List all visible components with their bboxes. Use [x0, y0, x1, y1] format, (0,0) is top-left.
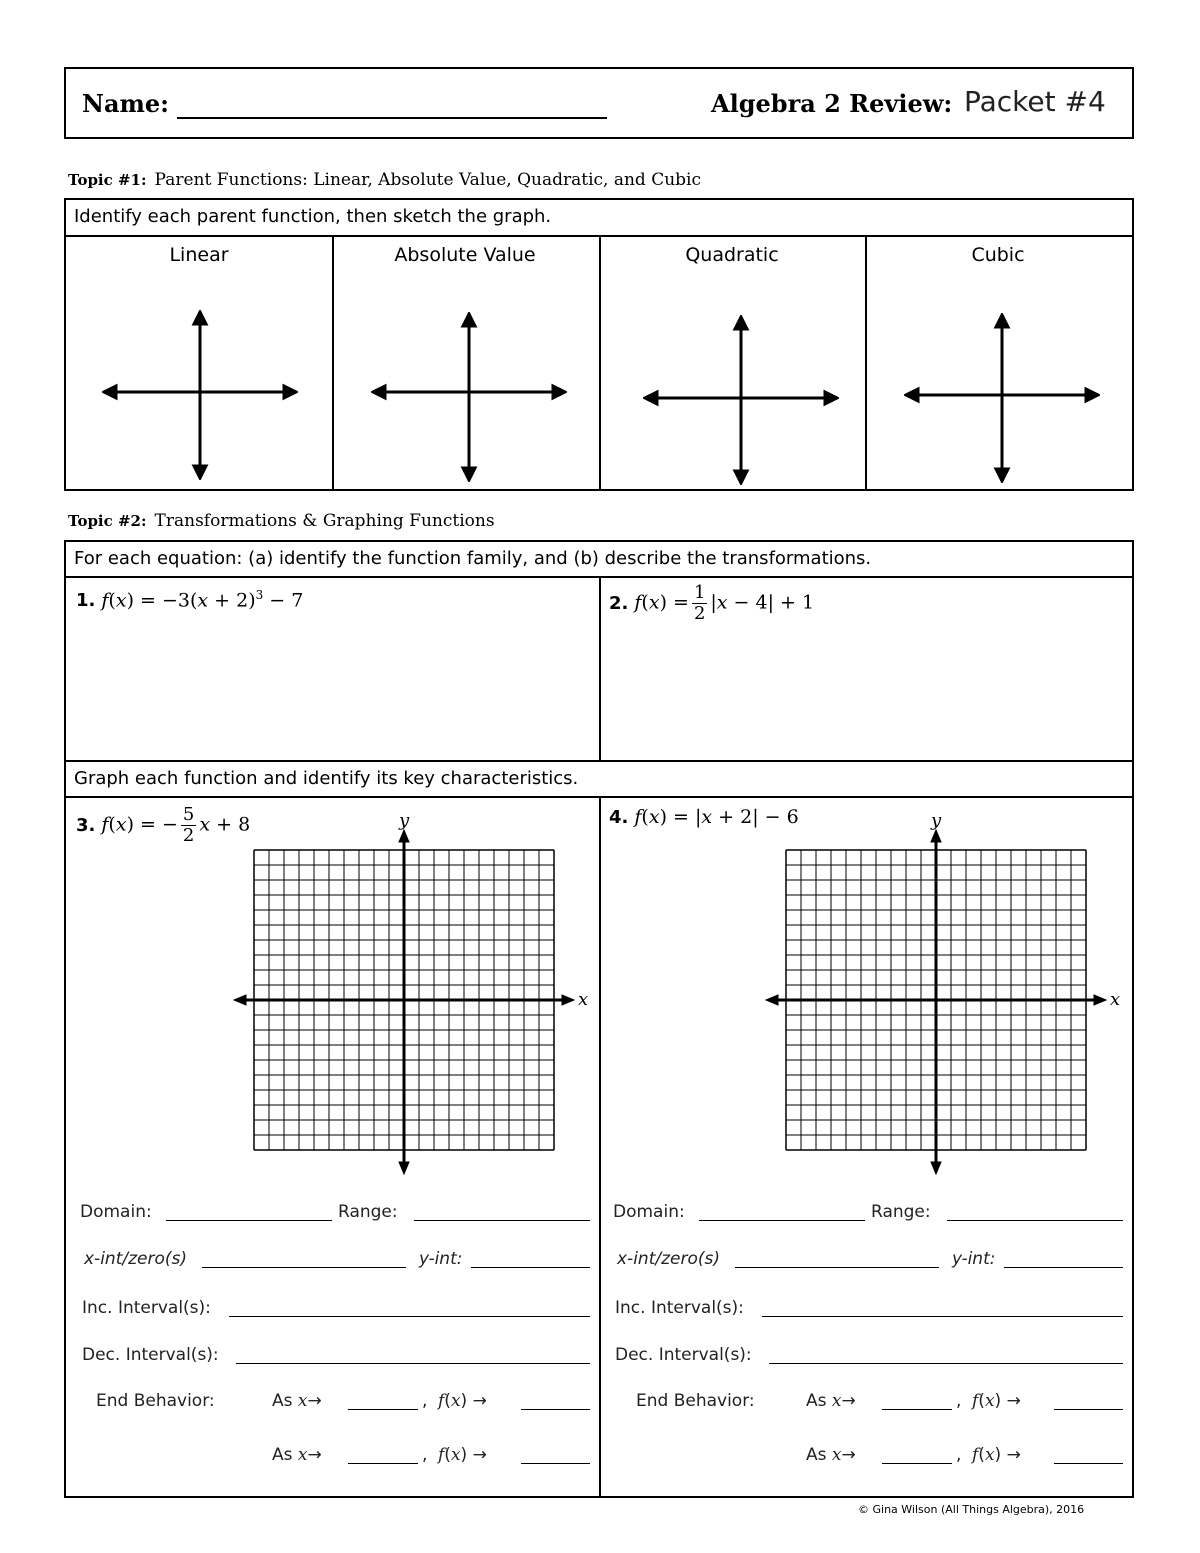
- divider: [332, 235, 334, 491]
- domain-label: Domain:: [613, 1202, 685, 1222]
- inc-interval-blank[interactable]: [229, 1316, 590, 1317]
- xint-label: x-int/zero(s): [617, 1249, 720, 1269]
- name-label: Name:: [82, 89, 170, 118]
- review-title: Algebra 2 Review:: [711, 89, 953, 118]
- xint-label: x-int/zero(s): [84, 1249, 187, 1269]
- topic2-label: Topic #2:: [68, 512, 147, 530]
- topic1-instruction: Identify each parent function, then sketch the graph.: [66, 200, 1132, 237]
- axes-linear[interactable]: [102, 310, 298, 480]
- yint-blank[interactable]: [1004, 1267, 1123, 1268]
- topic2-instruction2: Graph each function and identify its key characteristics.: [66, 762, 1132, 798]
- domain-blank[interactable]: [166, 1220, 332, 1221]
- problem-1: 1. $f(x) = -3(x + 2)^3 - 7$: [76, 588, 304, 612]
- column-absolute-value: Absolute Value: [394, 244, 536, 266]
- dec-interval-label: Dec. Interval(s):: [82, 1345, 219, 1365]
- inc-interval-label: Inc. Interval(s):: [615, 1298, 744, 1318]
- x-axis-label: x: [578, 989, 589, 1010]
- dec-interval-blank[interactable]: [236, 1363, 590, 1364]
- xint-blank[interactable]: [202, 1267, 406, 1268]
- topic2-heading: [68, 511, 495, 531]
- as-label: As: [272, 1445, 293, 1465]
- name-blank[interactable]: [177, 117, 607, 119]
- fx-limit-blank[interactable]: [1054, 1463, 1123, 1464]
- topic1-heading: [68, 170, 701, 190]
- end-behavior-row: As x→: [272, 1445, 322, 1465]
- as-label: As: [806, 1445, 827, 1465]
- end-behavior-row: As x→: [806, 1445, 856, 1465]
- fx-arrow: f(x) →: [438, 1445, 487, 1465]
- axes-quadratic[interactable]: [643, 315, 839, 485]
- x-limit-blank[interactable]: [348, 1463, 418, 1464]
- domain-label: Domain:: [80, 1202, 152, 1222]
- end-behavior-label: End Behavior:: [636, 1391, 755, 1411]
- topic2-box: [64, 540, 1134, 1498]
- as-label: As: [272, 1391, 293, 1411]
- problem-4: 4. f(x) = |x + 2| − 6: [609, 806, 799, 828]
- inc-interval-blank[interactable]: [762, 1316, 1123, 1317]
- divider: [599, 235, 601, 491]
- comma: ,: [956, 1445, 962, 1465]
- y-axis-label: y: [399, 810, 410, 831]
- as-label: As: [806, 1391, 827, 1411]
- grid-axes: [234, 830, 574, 1174]
- yint-label: y-int:: [419, 1249, 463, 1269]
- topic1-box: [64, 198, 1134, 491]
- coordinate-grid-3[interactable]: [232, 810, 594, 1180]
- end-behavior-row: As x→: [272, 1391, 322, 1411]
- divider: [599, 576, 601, 762]
- fx-limit-blank[interactable]: [1054, 1409, 1123, 1410]
- column-linear: Linear: [169, 244, 229, 266]
- yint-blank[interactable]: [471, 1267, 590, 1268]
- x-limit-blank[interactable]: [348, 1409, 418, 1410]
- column-quadratic: Quadratic: [685, 244, 779, 266]
- axes-cubic[interactable]: [904, 313, 1100, 483]
- divider: [599, 796, 601, 1498]
- range-blank[interactable]: [414, 1220, 590, 1221]
- yint-label: y-int:: [952, 1249, 996, 1269]
- topic2-title: Transformations & Graphing Functions: [154, 511, 495, 531]
- grid-axes: [766, 830, 1106, 1174]
- topic1-label: Topic #1:: [68, 171, 147, 189]
- xint-blank[interactable]: [735, 1267, 939, 1268]
- topic1-title: Parent Functions: Linear, Absolute Value, Quadratic, and Cubic: [154, 170, 702, 190]
- comma: ,: [422, 1391, 428, 1411]
- problem-number: 2.: [609, 592, 629, 614]
- range-label: Range:: [871, 1202, 931, 1222]
- column-cubic: Cubic: [971, 244, 1025, 266]
- inc-interval-label: Inc. Interval(s):: [82, 1298, 211, 1318]
- fx-arrow: f(x) →: [438, 1391, 487, 1411]
- fx-limit-blank[interactable]: [521, 1463, 590, 1464]
- domain-blank[interactable]: [699, 1220, 865, 1221]
- y-axis-label: y: [931, 810, 942, 831]
- fx-arrow: f(x) →: [972, 1391, 1021, 1411]
- packet-name: Packet #4: [964, 85, 1106, 118]
- problem-number: 4.: [609, 807, 629, 828]
- divider: [865, 235, 867, 491]
- problem-2: 2. f(x) = $\frac{1}{2}$ |x − 4| + 1: [609, 582, 815, 624]
- topic2-instruction1: For each equation: (a) identify the function family, and (b) describe the transformations.: [66, 542, 1132, 578]
- end-behavior-label: End Behavior:: [96, 1391, 215, 1411]
- comma: ,: [956, 1391, 962, 1411]
- axes-absolute-value[interactable]: [371, 312, 567, 482]
- problem-number: 3.: [76, 814, 96, 836]
- end-behavior-row: As x→: [806, 1391, 856, 1411]
- range-blank[interactable]: [947, 1220, 1123, 1221]
- fx-arrow: f(x) →: [972, 1445, 1021, 1465]
- range-label: Range:: [338, 1202, 398, 1222]
- copyright-footer: © Gina Wilson (All Things Algebra), 2016: [858, 1503, 1085, 1516]
- x-axis-label: x: [1110, 989, 1121, 1010]
- problem-3: 3. f(x) = − $\frac{5}{2}$ x + 8: [76, 804, 251, 846]
- dec-interval-label: Dec. Interval(s):: [615, 1345, 752, 1365]
- x-limit-blank[interactable]: [882, 1409, 952, 1410]
- fx-limit-blank[interactable]: [521, 1409, 590, 1410]
- coordinate-grid-4[interactable]: [764, 810, 1126, 1180]
- problem-number: 1.: [76, 590, 96, 612]
- comma: ,: [422, 1445, 428, 1465]
- x-limit-blank[interactable]: [882, 1463, 952, 1464]
- header-box: [64, 67, 1134, 139]
- dec-interval-blank[interactable]: [769, 1363, 1123, 1364]
